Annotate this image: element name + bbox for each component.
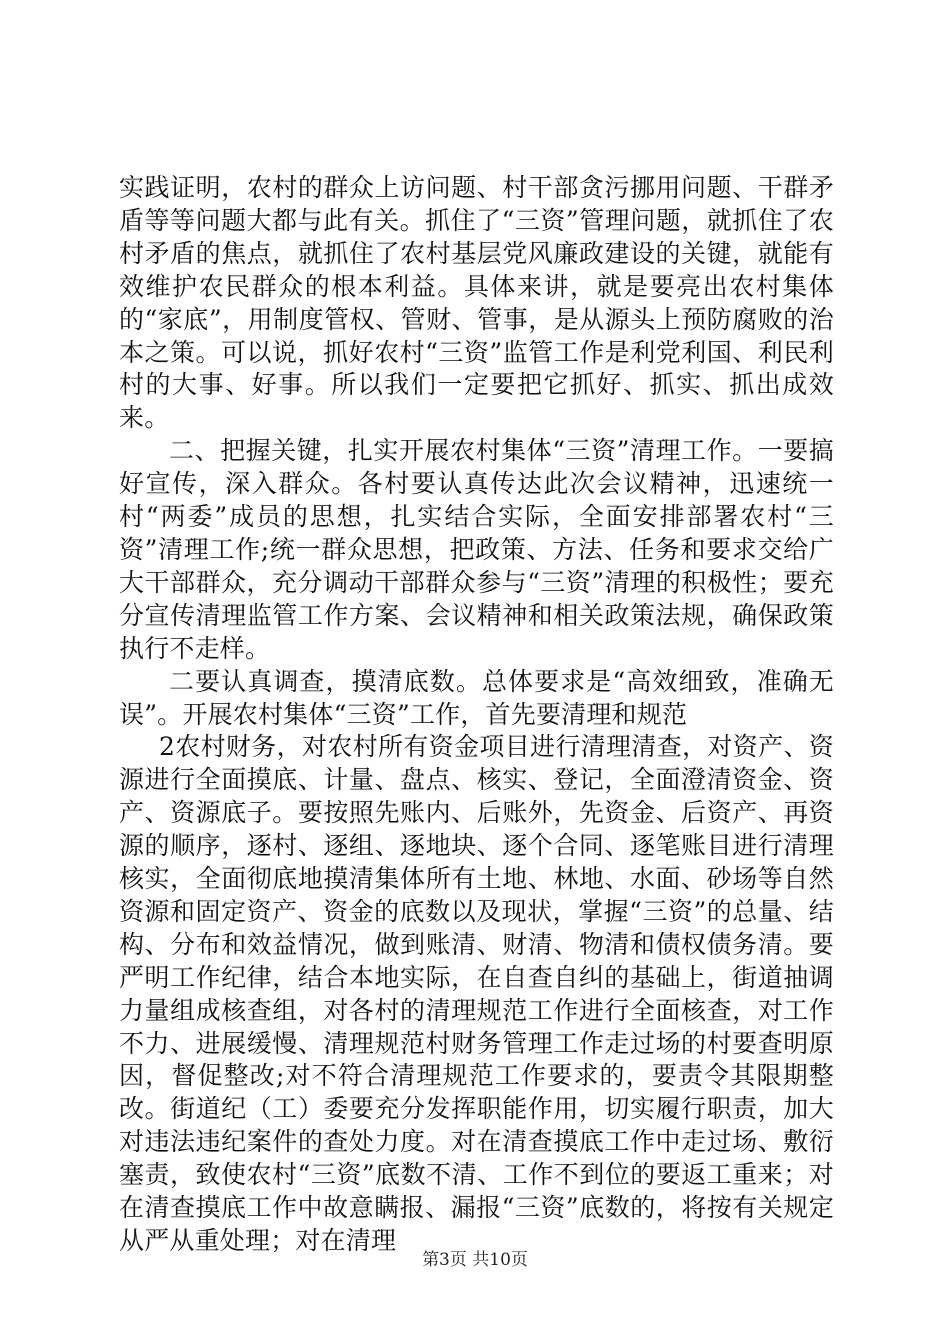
page-number-footer: 第3页 共10页	[422, 1250, 528, 1270]
paragraph-1: 实践证明，农村的群众上访问题、村干部贪污挪用问题、干群矛盾等等问题大都与此有关。抓住了“三资”管理问题，就抓住了农村矛盾的焦点，就抓住了农村基层党风廉政建设的关键，就能有效维护农民群众的根本利益。具体来讲，就是要亮出农村集体的“家底”，用制度管权、管财、管事，是从源头上预防腐败的治本之策。可以说，抓好农村“三资”监管工作是利党利国、利民利村的大事、好事。所以我们一定要把它抓好、抓实、抓出成效来。	[119, 173, 834, 433]
document-body	[119, 172, 834, 1258]
paragraph-2: 二、把握关键，扎实开展农村集体“三资”清理工作。一要搞好宣传，深入群众。各村要认真传达此次会议精神，迅速统一村“两委”成员的思想，扎实结合实际，全面安排部署农村“三资”清理工作;统一群众思想，把政策、方法、任务和要求交给广大干部群众，充分调动干部群众参与“三资”清理的积极性；要充分宣传清理监管工作方案、会议精神和相关政策法规，确保政策执行不走样。	[119, 436, 834, 663]
paragraph-3: 二要认真调查，摸清底数。总体要求是“高效细致，准确无误”。开展农村集体“三资”工作，首先要清理和规范	[119, 666, 834, 729]
paragraph-4: 2农村财务，对农村所有资金项目进行清理清查，对资产、资源进行全面摸底、计量、盘点、核实、登记，全面澄清资金、资产、资源底子。要按照先账内、后账外，先资金、后资产、再资源的顺序，逐村、逐组、逐地块、逐个合同、逐笔账目进行清理核实，全面彻底地摸清集体所有土地、林地、水面、砂场等自然资源和固定资产、资金的底数以及现状，掌握“三资”的总量、结构、分布和效益情况，做到账清、财清、物清和债权债务清。要严明工作纪律，结合本地实际，在自查自纠的基础上，街道抽调力量组成核查组，对各村的清理规范工作进行全面核查，对工作不力、进展缓慢、清理规范村财务管理工作走过场的村要查明原因，督促整改;对不符合清理规范工作要求的，要责令其限期整改。街道纪（工）委要充分发挥职能作用，切实履行职责，加大对违法违纪案件的查处力度。对在清查摸底工作中走过场、敷衍塞责，致使农村“三资”底数不清、工作不到位的要返工重来；对在清查摸底工作中故意瞒报、漏报“三资”底数的，将按有关规定从严从重处理；对在清理	[119, 732, 834, 1255]
